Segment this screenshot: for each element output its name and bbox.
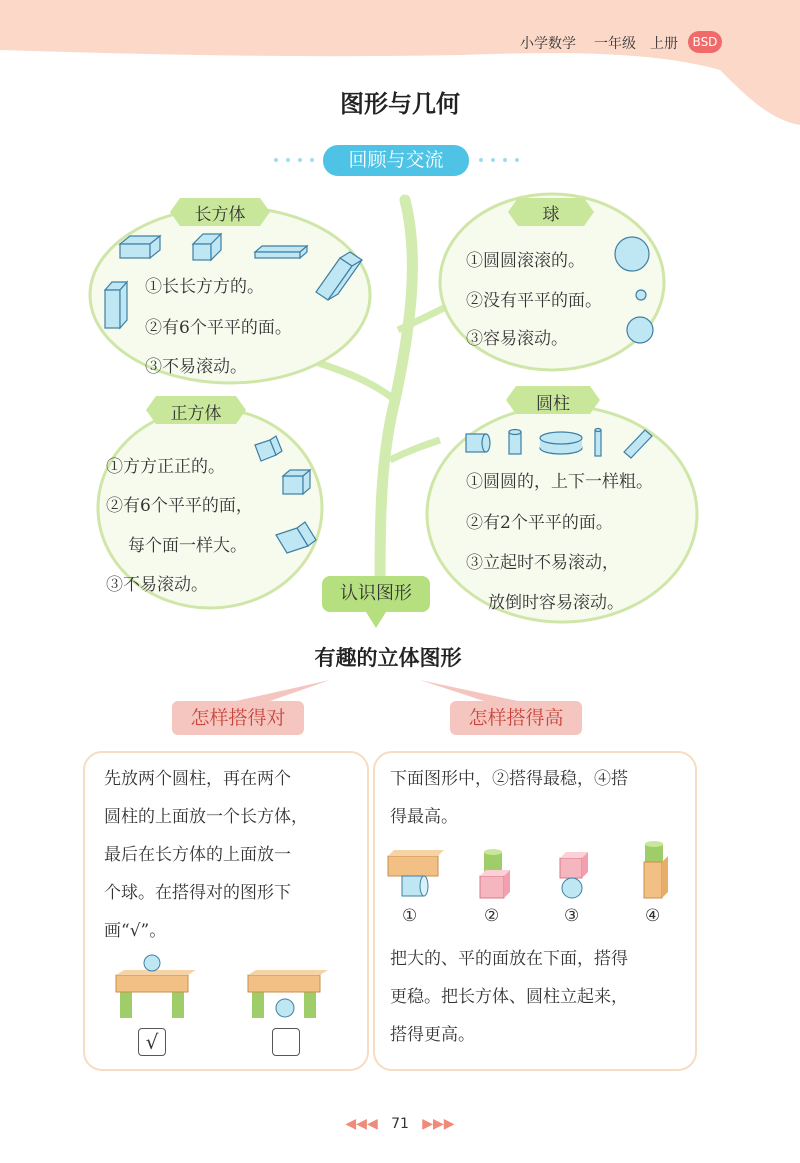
cuboid-line-3: ③不易滚动。 [145, 357, 247, 377]
stack-number-4: ④ [645, 906, 661, 926]
cube-line-1: ①方方正正的。 [106, 457, 225, 477]
stack-number-3: ③ [564, 906, 580, 926]
edition-badge: BSD [688, 31, 722, 53]
left-question-label: 怎样搭得对 [172, 701, 304, 735]
sphere-line-1: ①圆圆滚滚的。 [466, 251, 585, 271]
left-line-5: 画“√”。 [104, 921, 167, 941]
prev-arrows-icon: ◀◀◀ [345, 1116, 378, 1132]
tree-branch [310, 360, 395, 400]
stack-number-2: ② [484, 906, 500, 926]
sphere-line-2: ②没有平平的面。 [466, 291, 602, 311]
page-number-area [0, 1116, 800, 1132]
right-intro-1: 下面图形中，②搭得最稳，④搭 [390, 769, 628, 789]
cylinder-line-2: ②有2个平平的面。 [466, 513, 613, 533]
header-volume: 上册 [650, 36, 678, 52]
left-line-2: 圆柱的上面放一个长方体， [104, 807, 308, 827]
left-panel-text [104, 760, 364, 950]
answer-box-wrong[interactable] [272, 1028, 300, 1056]
right-label-tail [420, 680, 518, 701]
review-label: 回顾与交流 [323, 145, 469, 176]
header-subject: 小学数学 [520, 36, 576, 52]
cuboid-title: 长方体 [194, 205, 246, 225]
right-panel-intro [390, 760, 690, 836]
cube-line-2: ②有6个平平的面， [106, 496, 253, 516]
right-conclusion-2: 更稳。把长方体、圆柱立起来， [390, 987, 628, 1007]
cylinder-line-4: 放倒时容易滚动。 [488, 593, 624, 613]
center-label-pointer [366, 612, 386, 628]
cylinder-line-1: ①圆圆的，上下一样粗。 [466, 472, 653, 492]
page-number: 71 [391, 1116, 409, 1132]
next-arrows-icon: ▶▶▶ [422, 1116, 455, 1132]
cube-line-3: 每个面一样大。 [128, 536, 247, 556]
sphere-title: 球 [542, 205, 560, 225]
sphere-line-3: ③容易滚动。 [466, 329, 568, 349]
left-label-tail [236, 680, 330, 701]
cuboid-line-2: ②有6个平平的面。 [145, 318, 292, 338]
answer-box-correct[interactable]: √ [138, 1028, 166, 1056]
cylinder-title: 圆柱 [536, 394, 570, 414]
right-conclusion-1: 把大的、平的面放在下面，搭得 [390, 949, 628, 969]
right-panel-conclusion [390, 940, 690, 1054]
cube-line-4: ③不易滚动。 [106, 575, 208, 595]
cuboid-line-1: ①长长方方的。 [145, 277, 264, 297]
center-label: 认识图形 [322, 576, 430, 612]
page-title: 图形与几何 [340, 90, 460, 118]
left-line-4: 个球。在搭得对的图形下 [104, 883, 291, 903]
fun-title: 有趣的立体图形 [314, 646, 462, 670]
header-grade: 一年级 [594, 36, 636, 52]
left-line-1: 先放两个圆柱，再在两个 [104, 769, 291, 789]
cylinder-line-3: ③立起时不易滚动， [466, 553, 619, 573]
stack-number-1: ① [402, 906, 418, 926]
right-question-label: 怎样搭得高 [450, 701, 582, 735]
left-line-3: 最后在长方体的上面放一 [104, 845, 291, 865]
tree-stem [380, 200, 412, 600]
cube-title: 正方体 [170, 404, 222, 424]
right-intro-2: 得最高。 [390, 807, 458, 827]
right-conclusion-3: 搭得更高。 [390, 1025, 475, 1045]
tree-branch [390, 440, 440, 460]
